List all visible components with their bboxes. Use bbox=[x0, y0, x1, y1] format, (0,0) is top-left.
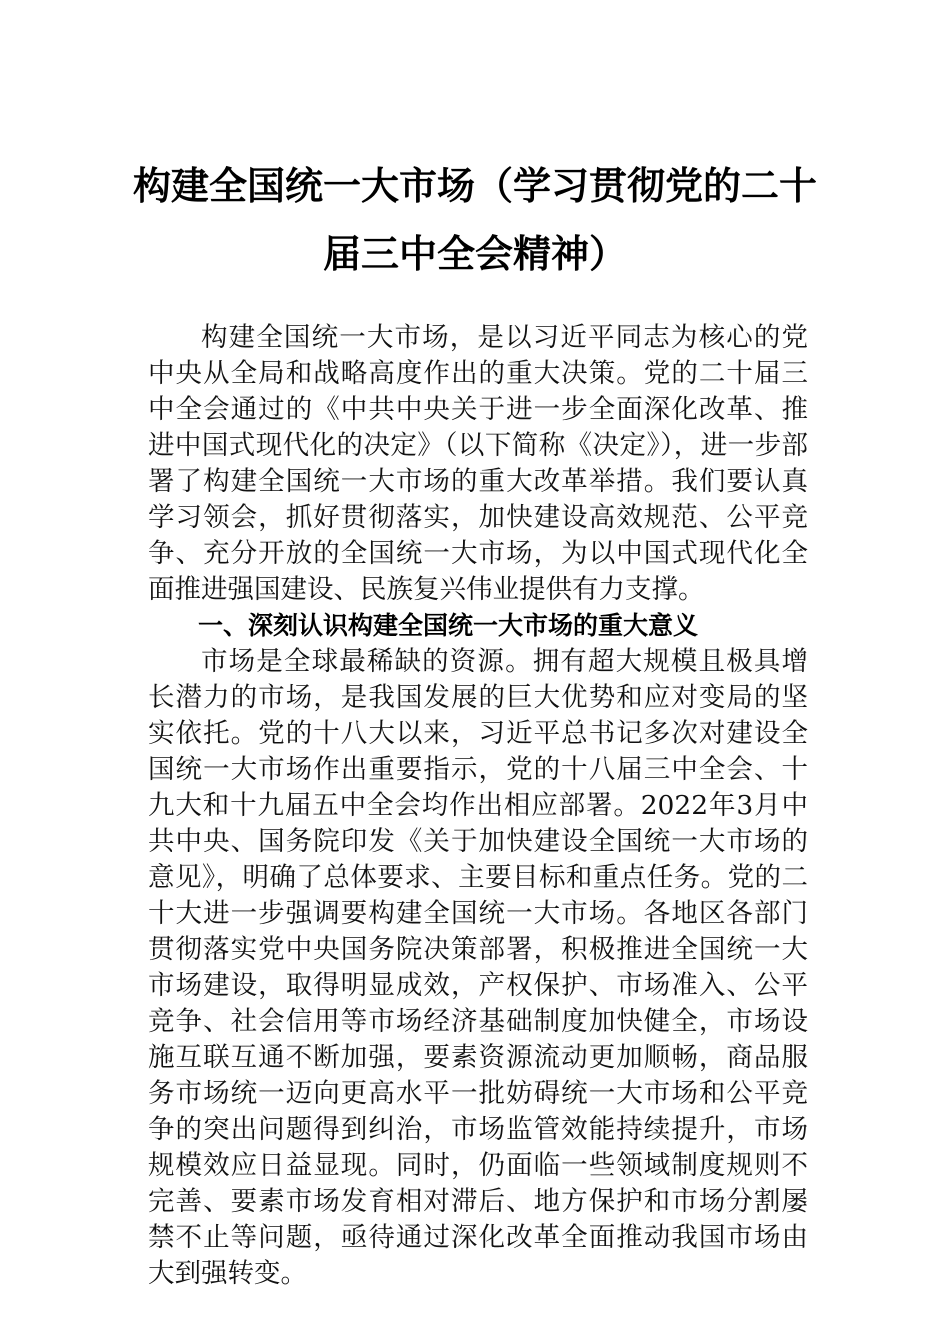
section-heading-1: 一、深刻认识构建全国统一大市场的重大意义 bbox=[198, 611, 699, 640]
paragraph-section-1: 市场是全球最稀缺的资源。拥有超大规模且极具增长潜力的市场，是我国发展的巨大优势和应对变局的坚实依托。党的十八大以来，习近平总书记多次对建设全国统一大市场作出重要指示，党的十八届三中全会、十九大和十九届五中全会均作出相应部署。2022年3月中共中央、国务院印发《关于加快建设全国统一大市场的意见》，明确了总体要求、主要目标和重点任务。党的二十大进一步强调要构建全国统一大市场。各地区各部门贯彻落实党中央国务院决策部署，积极推进全国统一大市场建设，取得明显成效，产权保护、市场准入、公平竞争、社会信用等市场经济基础制度加快健全，市场设施互联互通不断加强，要素资源流动更加顺畅，商品服务市场统一迈向更高水平一批妨碍统一大市场和公平竞争的突出问题得到纠治，市场监管效能持续提升，市场规模效应日益显现。同时，仍面临一些领域制度规则不完善、要素市场发育相对滞后、地方保护和市场分割屡禁不止等问题，亟待通过深化改革全面推动我国市场由大到强转变。 bbox=[148, 646, 808, 1289]
document-title-line-2: 届三中全会精神） bbox=[322, 231, 627, 276]
document-body bbox=[148, 320, 808, 1292]
document-title-line-1: 构建全国统一大市场（学习贯彻党的二十 bbox=[132, 163, 817, 208]
paragraph-intro: 构建全国统一大市场，是以习近平同志为核心的党中央从全局和战略高度作出的重大决策。党的二十届三中全会通过的《中共中央关于进一步全面深化改革、推进中国式现代化的决定》（以下简称《决定》），进一步部署了构建全国统一大市场的重大改革举措。我们要认真学习领会，抓好贯彻落实，加快建设高效规范、公平竞争、充分开放的全国统一大市场，为以中国式现代化全面推进强国建设、民族复兴伟业提供有力支撑。 bbox=[148, 322, 808, 605]
